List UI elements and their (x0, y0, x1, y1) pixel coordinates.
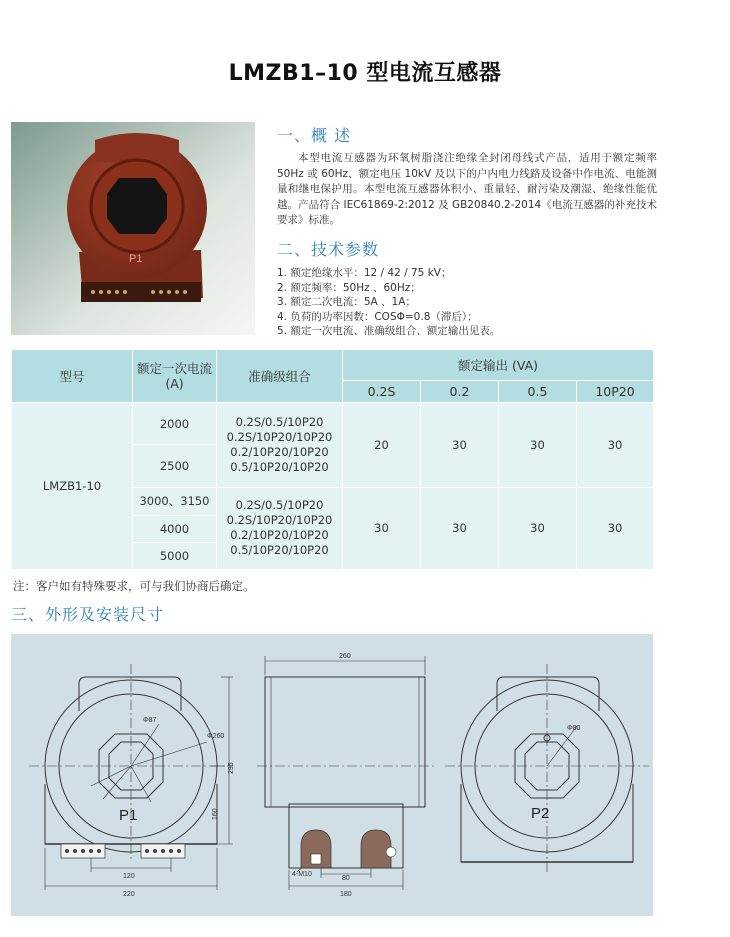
params-heading: 二、技术参数 (277, 240, 380, 259)
product-photo (11, 122, 255, 335)
output-cell: 30 (577, 487, 654, 570)
dim-260: 260 (339, 653, 351, 660)
param-item: 1. 额定绝缘水平：12 / 42 / 75 kV； (277, 267, 452, 279)
param-item: 4. 负荷的功率因数：COSΦ=0.8（滞后）； (277, 310, 478, 323)
header-class: 0.2 (421, 381, 499, 403)
output-cell: 30 (499, 403, 577, 488)
param-item: 2. 额定频率：50Hz 、60Hz； (277, 281, 421, 294)
header-accuracy: 准确级组合 (217, 350, 343, 403)
accuracy-cell: 0.2S/0.5/10P20 0.2S/10P20/10P20 0.2/10P20/10P20 0.5/10P20/10P20 (217, 403, 343, 488)
current-cell: 2000 (133, 403, 217, 445)
param-item: 5. 额定一次电流、准确级组合、额定输出见表。 (277, 325, 501, 337)
output-cell: 20 (343, 403, 421, 488)
p2-label: P2 (531, 805, 550, 822)
dim-120: 120 (123, 873, 135, 880)
model-cell: LMZB1-10 (12, 403, 133, 570)
dim-180: 180 (340, 891, 352, 898)
dim-80: 80 (342, 875, 350, 882)
header-current: 额定一次电流 (A) (133, 350, 217, 403)
dim-bolt: 4-M10 (292, 871, 312, 878)
output-cell: 30 (343, 487, 421, 570)
header-model: 型号 (12, 350, 133, 403)
photo-p1-label: P1 (129, 253, 143, 265)
overview-text: 本型电流互感器为环氧树脂浇注绝缘全封闭母线式产品，适用于额定频率 50Hz 或 60Hz、额定电压 10kV 及以下的户内电力线路及设备中作电流、电能测量和继电保护用。本型电流互感器体积小、重量轻、耐污染及潮湿、绝缘性能优越。产品符合 IEC61869-2:2012 及 GB20840.2-2014《电流互感器的补充技术要求》标准。 (277, 152, 657, 227)
overview-heading: 一、概 述 (277, 126, 352, 145)
output-cell: 30 (499, 487, 577, 570)
current-cell: 4000 (133, 515, 217, 542)
dimension-drawing (11, 634, 653, 916)
current-cell: 3000、3150 (133, 487, 217, 515)
dim-160: 160 (212, 808, 219, 820)
header-output: 额定输出 (VA) (343, 350, 654, 381)
header-class: 10P20 (577, 381, 654, 403)
param-item: 3. 额定二次电流：5A 、1A； (277, 296, 416, 308)
spec-table (11, 349, 654, 570)
current-cell: 2500 (133, 445, 217, 487)
params-list (277, 266, 677, 339)
dim-phi87: Φ87 (143, 717, 157, 724)
table-note: 注：客户如有特殊要求，可与我们协商后确定。 (13, 579, 255, 593)
dim-220: 220 (123, 891, 135, 898)
header-class: 0.2S (343, 381, 421, 403)
output-cell: 30 (421, 487, 499, 570)
dim-phi80: Φ80 (567, 725, 581, 732)
output-cell: 30 (577, 403, 654, 488)
output-cell: 30 (421, 403, 499, 488)
page-title: LMZB1–10 型电流互感器 (228, 61, 502, 86)
accuracy-cell: 0.2S/0.5/10P20 0.2S/10P20/10P20 0.2/10P20/10P20 0.5/10P20/10P20 (217, 487, 343, 570)
p1-label: P1 (119, 807, 138, 824)
header-class: 0.5 (499, 381, 577, 403)
current-cell: 5000 (133, 542, 217, 569)
dim-phi260: Φ260 (207, 733, 225, 740)
dimensions-heading: 三、外形及安装尺寸 (11, 605, 165, 624)
dim-295: 295 (228, 762, 235, 774)
